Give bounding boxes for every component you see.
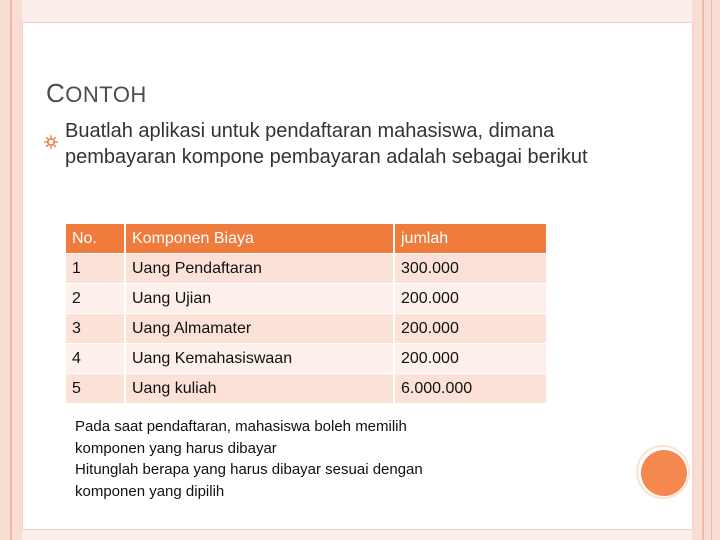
slide-title <box>46 78 147 109</box>
note-line: komponen yang harus dibayar <box>75 439 277 457</box>
header-komponen-biaya: Komponen Biaya <box>125 224 394 254</box>
cell-jumlah: 6.000.000 <box>394 374 547 404</box>
cell-komponen: Uang Almamater <box>125 314 394 344</box>
cell-komponen: Uang Pendaftaran <box>125 254 394 284</box>
sun-bullet-icon <box>44 135 58 149</box>
table-row <box>66 254 547 284</box>
cell-jumlah: 300.000 <box>394 254 547 284</box>
header-jumlah: jumlah <box>394 224 547 254</box>
cell-jumlah: 200.000 <box>394 314 547 344</box>
table-row <box>66 344 547 374</box>
biaya-table <box>66 224 548 404</box>
cell-no: 1 <box>66 254 125 284</box>
cell-jumlah: 200.000 <box>394 344 547 374</box>
bullet-text: Buatlah aplikasi untuk pendaftaran mahasiswa, dimana pembayaran kompone pembayaran adalah sebagai berikut <box>65 120 588 168</box>
cell-komponen: Uang kuliah <box>125 374 394 404</box>
decorative-orange-circle <box>641 450 687 496</box>
note-line: Pada saat pendaftaran, mahasiswa boleh memilih <box>75 418 407 435</box>
header-no: No. <box>66 224 125 254</box>
cell-no: 5 <box>66 374 125 404</box>
table-row <box>66 284 547 314</box>
instruction-note <box>75 416 545 502</box>
cell-no: 2 <box>66 284 125 314</box>
table-row <box>66 374 547 404</box>
cell-jumlah: 200.000 <box>394 284 547 314</box>
title-rest: ONTOH <box>65 82 147 107</box>
note-line: Hitunglah berapa yang harus dibayar sesuai dengan <box>75 461 423 478</box>
slide-frame-left-line <box>10 0 12 540</box>
table-header-row <box>66 224 547 254</box>
title-first-letter: C <box>46 78 66 108</box>
cell-komponen: Uang Ujian <box>125 284 394 314</box>
slide-frame-bottom <box>22 530 694 540</box>
slide-frame-right <box>692 0 720 540</box>
slide-frame-right-line-thin <box>711 0 712 540</box>
cell-no: 4 <box>66 344 125 374</box>
note-line: komponen yang dipilih <box>75 482 225 500</box>
table-row <box>66 314 547 344</box>
slide-frame-right-line <box>702 0 704 540</box>
cell-no: 3 <box>66 314 125 344</box>
cell-komponen: Uang Kemahasiswaan <box>125 344 394 374</box>
slide-frame-top <box>22 0 694 22</box>
